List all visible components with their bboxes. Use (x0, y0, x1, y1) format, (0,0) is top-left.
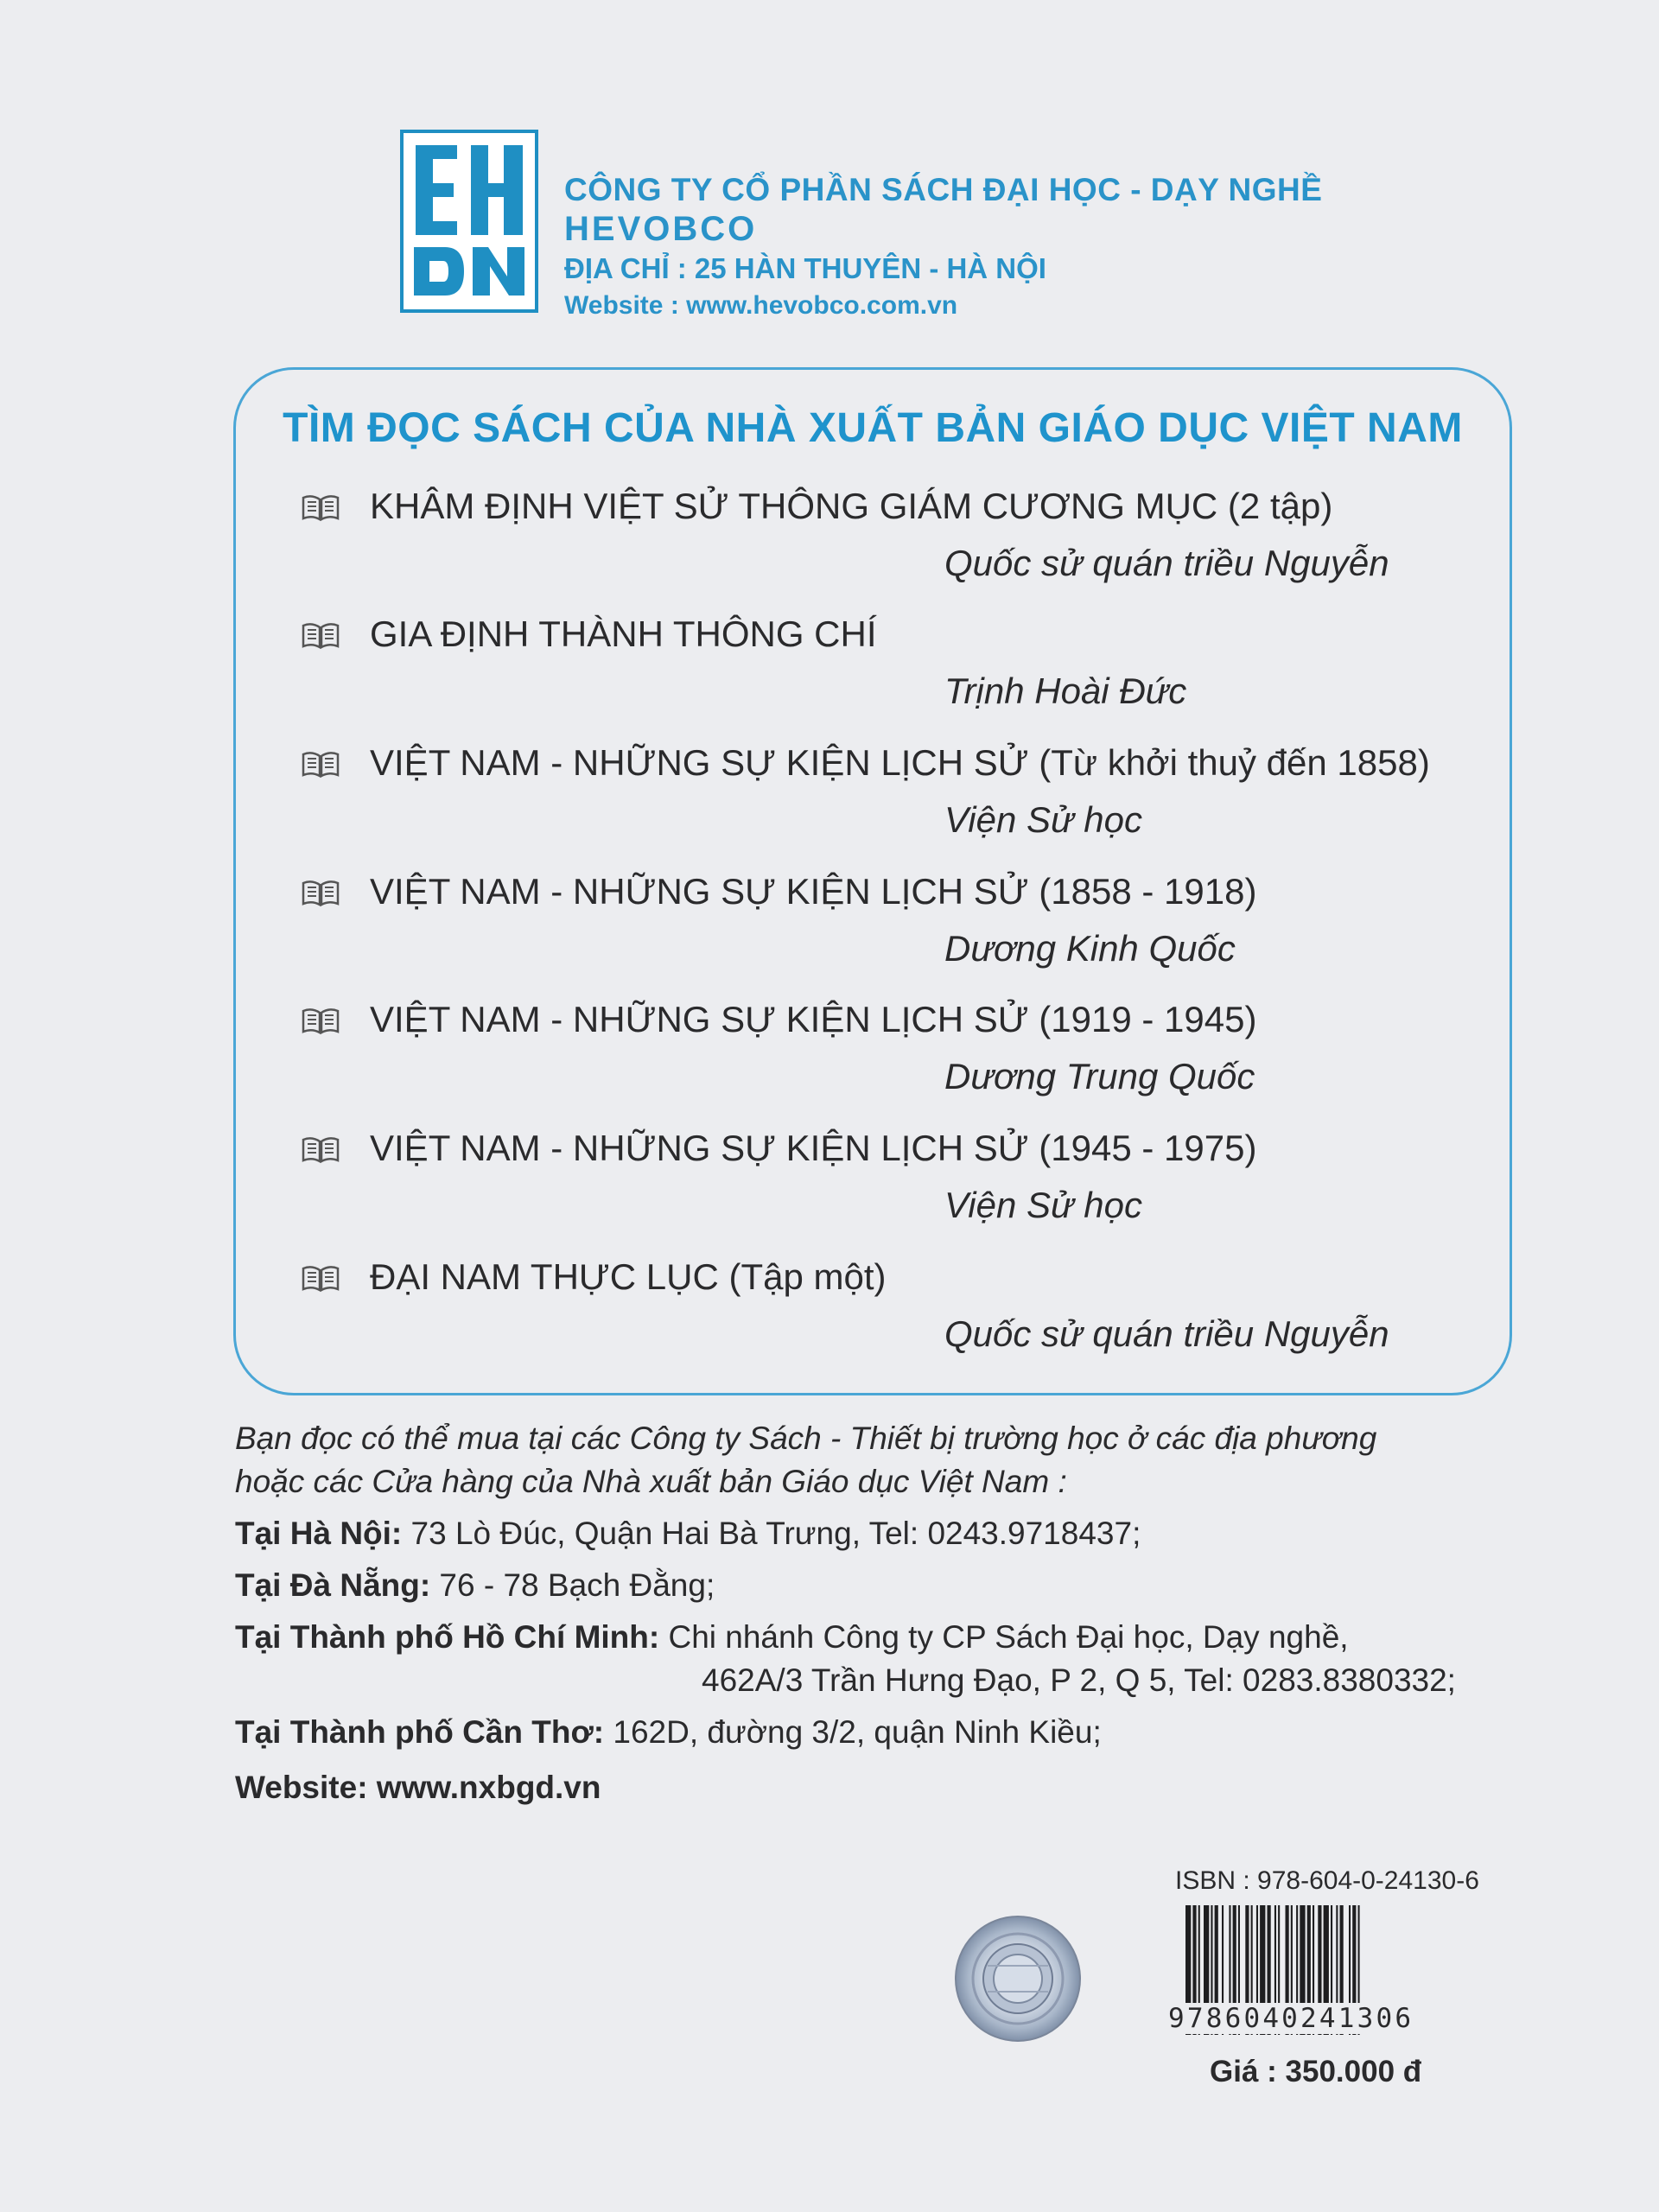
purchase-intro-line2: hoặc các Cửa hàng của Nhà xuất bản Giáo dục Việt Nam : (235, 1464, 1067, 1499)
company-brand: HEVOBCO (564, 210, 758, 248)
book-item (301, 610, 1476, 738)
address-text: Chi nhánh Công ty CP Sách Đại học, Dạy nghề, (659, 1619, 1349, 1655)
book-icon (301, 1006, 340, 1035)
address-text-continued: 462A/3 Trần Hưng Đạo, P 2, Q 5, Tel: 0283.8380332; (702, 1662, 1456, 1698)
book-title: ĐẠI NAM THỰC LỤC (Tập một) (370, 1256, 887, 1297)
book-list-title: TÌM ĐỌC SÁCH CỦA NHÀ XUẤT BẢN GIÁO DỤC VIỆT NAM (283, 405, 1463, 451)
book-item (301, 482, 1476, 610)
book-author: Trịnh Hoài Đức (944, 671, 1187, 711)
book-title: KHÂM ĐỊNH VIỆT SỬ THÔNG GIÁM CƯƠNG MỤC (2 tập) (370, 486, 1333, 526)
publisher-logo (400, 130, 538, 313)
company-address: ĐỊA CHỈ : 25 HÀN THUYÊN - HÀ NỘI (564, 252, 1046, 284)
book-icon (301, 878, 340, 907)
logo-mark (404, 133, 535, 309)
address-label: Tại Thành phố Cần Thơ: (235, 1714, 605, 1750)
purchase-info (235, 1417, 1583, 1809)
website-label: Website (235, 1770, 358, 1805)
book-icon (301, 749, 340, 779)
book-author: Quốc sử quán triều Nguyễn (944, 1313, 1389, 1354)
address-hanoi (235, 1512, 1583, 1555)
book-item (301, 868, 1476, 995)
address-label: Tại Hà Nội: (235, 1516, 403, 1551)
book-title: VIỆT NAM - NHỮNG SỰ KIỆN LỊCH SỬ (Từ khởi thuỷ đến 1858) (370, 742, 1430, 783)
address-cantho (235, 1711, 1583, 1754)
purchase-intro-line1: Bạn đọc có thể mua tại các Công ty Sách - Thiết bị trường học ở các địa phương (235, 1421, 1377, 1456)
book-title: VIỆT NAM - NHỮNG SỰ KIỆN LỊCH SỬ (1858 - 1918) (370, 871, 1257, 912)
book-author: Dương Trung Quốc (944, 1056, 1255, 1096)
book-icon (301, 1263, 340, 1293)
publisher-website (235, 1766, 1583, 1809)
book-icon (301, 1135, 340, 1164)
isbn-label: ISBN : 978-604-0-24130-6 (1175, 1866, 1479, 1895)
book-title: VIỆT NAM - NHỮNG SỰ KIỆN LỊCH SỬ (1945 - 1975) (370, 1128, 1257, 1168)
book-author: Dương Kinh Quốc (944, 928, 1236, 969)
address-text: 73 Lò Đúc, Quận Hai Bà Trưng, Tel: 0243.9718437; (402, 1516, 1141, 1551)
book-item (301, 1253, 1476, 1381)
book-item (301, 1124, 1476, 1252)
book-icon (301, 493, 340, 522)
address-label: Tại Thành phố Hồ Chí Minh: (235, 1619, 660, 1655)
hologram-sticker (953, 1914, 1083, 2044)
book-icon (301, 620, 340, 650)
address-text: 76 - 78 Bạch Đằng; (430, 1567, 715, 1603)
book-item (301, 739, 1476, 867)
book-author: Quốc sử quán triều Nguyễn (944, 543, 1389, 583)
address-text: 162D, đường 3/2, quận Ninh Kiều; (604, 1714, 1102, 1750)
address-hcm (235, 1616, 1583, 1702)
book-list-box (233, 367, 1512, 1395)
book-author: Viện Sử học (944, 1185, 1142, 1225)
company-info (564, 171, 1322, 323)
barcode-digits: 9786040241306 (1168, 2003, 1414, 2034)
book-title: GIA ĐỊNH THÀNH THÔNG CHÍ (370, 613, 877, 654)
company-name: CÔNG TY CỔ PHẦN SÁCH ĐẠI HỌC - DẠY NGHỀ (564, 172, 1323, 207)
company-website: Website : www.hevobco.com.vn (564, 291, 958, 320)
price-label: Giá : 350.000 đ (1210, 2055, 1422, 2088)
address-label: Tại Đà Nẵng: (235, 1567, 431, 1603)
address-danang (235, 1564, 1583, 1607)
publisher-header (400, 130, 1454, 320)
book-title: VIỆT NAM - NHỮNG SỰ KIỆN LỊCH SỬ (1919 - 1945) (370, 999, 1257, 1039)
website-url: : www.nxbgd.vn (357, 1770, 601, 1805)
book-author: Viện Sử học (944, 799, 1142, 840)
book-item (301, 995, 1476, 1123)
